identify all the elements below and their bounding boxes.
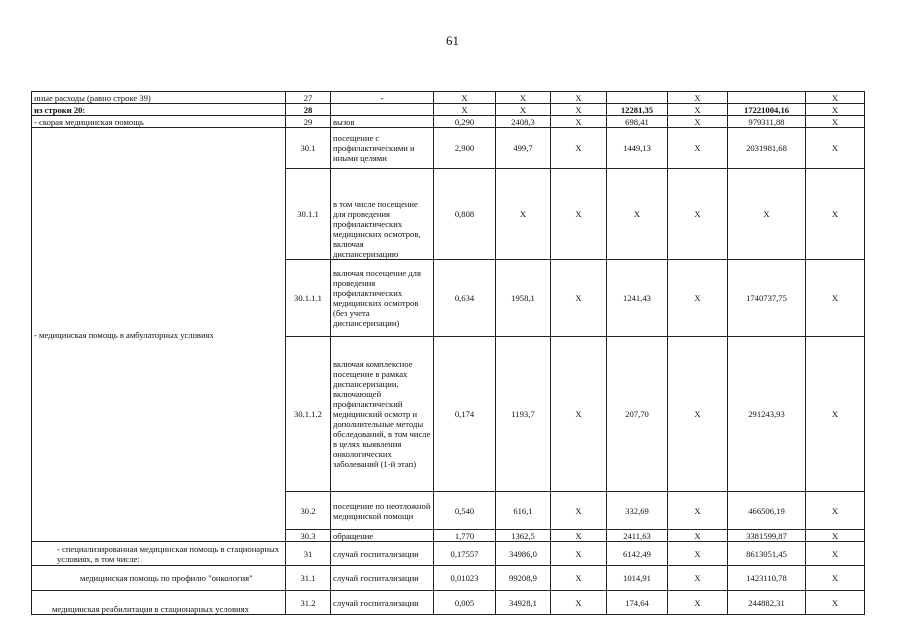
value-cell: 0,005	[434, 591, 496, 615]
value-cell: X	[551, 116, 607, 128]
value-cell: X	[668, 128, 728, 169]
unit-cell: посещение с профилактическими и иными целями	[331, 128, 434, 169]
value-cell: 1958,1	[496, 260, 551, 337]
value-cell: 1362,5	[496, 530, 551, 542]
value-cell: 0,174	[434, 337, 496, 492]
value-cell: 6142,49	[607, 542, 668, 566]
value-cell: 8613051,45	[728, 542, 806, 566]
table-row	[32, 566, 865, 591]
value-cell: X	[668, 566, 728, 591]
value-cell: X	[668, 169, 728, 260]
unit-cell: в том числе посещение для проведения профилактических медицинских осмотров, включая диспансеризацию	[331, 169, 434, 260]
value-cell: X	[434, 92, 496, 104]
row-number: 28	[286, 104, 331, 116]
value-cell: X	[668, 260, 728, 337]
value-cell: 207,70	[607, 337, 668, 492]
value-cell: 34928,1	[496, 591, 551, 615]
value-cell: 3381599,87	[728, 530, 806, 542]
value-cell: X	[668, 530, 728, 542]
value-cell: X	[551, 337, 607, 492]
value-cell: X	[806, 92, 865, 104]
value-cell: 0,540	[434, 492, 496, 530]
table-row	[32, 104, 865, 116]
value-cell: 34986,0	[496, 542, 551, 566]
value-cell: 0,290	[434, 116, 496, 128]
table-row	[32, 128, 865, 169]
unit-cell	[331, 104, 434, 116]
row-number: 27	[286, 92, 331, 104]
value-cell: X	[551, 542, 607, 566]
value-cell: 2411,63	[607, 530, 668, 542]
value-cell: X	[806, 591, 865, 615]
value-cell: 1740737,75	[728, 260, 806, 337]
unit-cell: включая комплексное посещение в рамках диспансеризации, включающей профилактический медицинский осмотр и дополнительные методы обследований, в том числе в целях выявления онкологических заболеваний (1-й этап)	[331, 337, 434, 492]
value-cell: X	[806, 169, 865, 260]
value-cell: X	[806, 116, 865, 128]
value-cell: 1,770	[434, 530, 496, 542]
value-cell: X	[551, 169, 607, 260]
value-cell: X	[668, 591, 728, 615]
value-cell: X	[496, 104, 551, 116]
value-cell: 0,17557	[434, 542, 496, 566]
value-cell: 466506,19	[728, 492, 806, 530]
value-cell: 174,64	[607, 591, 668, 615]
value-cell: X	[668, 492, 728, 530]
value-cell: 291243,93	[728, 337, 806, 492]
value-cell: X	[551, 260, 607, 337]
value-cell: X	[607, 169, 668, 260]
unit-cell: включая посещение для проведения профилактических медицинских осмотров (без учета диспансеризации)	[331, 260, 434, 337]
row-name: - медицинская помощь в амбулаторных условиях	[32, 128, 286, 542]
value-cell: X	[668, 542, 728, 566]
value-cell: 0,634	[434, 260, 496, 337]
value-cell: 244882,31	[728, 591, 806, 615]
value-cell: X	[668, 92, 728, 104]
row-name: медицинская реабилитация в стационарных условиях	[32, 591, 286, 615]
value-cell: X	[728, 169, 806, 260]
value-cell: X	[668, 337, 728, 492]
row-name: из строки 20:	[32, 104, 286, 116]
value-cell: X	[668, 116, 728, 128]
row-name: - скорая медицинская помощь	[32, 116, 286, 128]
value-cell: X	[551, 92, 607, 104]
row-name: иные расходы (равно строке 39)	[32, 92, 286, 104]
value-cell: X	[496, 169, 551, 260]
value-cell: X	[551, 530, 607, 542]
value-cell: X	[551, 128, 607, 169]
value-cell	[607, 92, 668, 104]
value-cell: X	[806, 492, 865, 530]
value-cell: 99208,9	[496, 566, 551, 591]
unit-cell: посещение по неотложной медицинской помощи	[331, 492, 434, 530]
row-number: 31.2	[286, 591, 331, 615]
row-number: 30.1.1	[286, 169, 331, 260]
unit-cell: -	[331, 92, 434, 104]
table-row	[32, 542, 865, 566]
value-cell: 17221004,16	[728, 104, 806, 116]
row-number: 30.2	[286, 492, 331, 530]
row-name: медицинская помощь по профилю "онкология"	[32, 566, 286, 591]
value-cell: 1241,43	[607, 260, 668, 337]
unit-cell: случай госпитализации	[331, 542, 434, 566]
value-cell: 0,808	[434, 169, 496, 260]
value-cell: X	[668, 104, 728, 116]
row-name: - специализированная медицинская помощь в стационарных условиях, в том числе:	[32, 542, 286, 566]
value-cell: 2408,3	[496, 116, 551, 128]
row-number: 31	[286, 542, 331, 566]
value-cell: 499,7	[496, 128, 551, 169]
value-cell: X	[551, 104, 607, 116]
value-cell: X	[806, 542, 865, 566]
unit-cell: вызов	[331, 116, 434, 128]
value-cell: X	[806, 530, 865, 542]
unit-cell: случай госпитализации	[331, 566, 434, 591]
unit-cell: обращение	[331, 530, 434, 542]
value-cell: X	[434, 104, 496, 116]
table-row	[32, 591, 865, 615]
value-cell: 979311,88	[728, 116, 806, 128]
value-cell: 2,900	[434, 128, 496, 169]
row-number: 30.1.1.2	[286, 337, 331, 492]
value-cell: X	[551, 492, 607, 530]
value-cell	[728, 92, 806, 104]
row-number: 31.1	[286, 566, 331, 591]
value-cell: X	[806, 128, 865, 169]
value-cell: 1014,91	[607, 566, 668, 591]
value-cell: 1193,7	[496, 337, 551, 492]
value-cell: X	[551, 591, 607, 615]
value-cell: 332,69	[607, 492, 668, 530]
value-cell: X	[551, 566, 607, 591]
page-number: 61	[446, 33, 459, 48]
value-cell: X	[806, 260, 865, 337]
row-number: 30.1	[286, 128, 331, 169]
value-cell: 0,01023	[434, 566, 496, 591]
value-cell: 2031981,68	[728, 128, 806, 169]
value-cell: 12281,35	[607, 104, 668, 116]
value-cell: X	[806, 566, 865, 591]
table-row	[32, 116, 865, 128]
value-cell: X	[496, 92, 551, 104]
row-number: 29	[286, 116, 331, 128]
value-cell: 1423110,78	[728, 566, 806, 591]
row-number: 30.3	[286, 530, 331, 542]
table-row	[32, 92, 865, 104]
tariff-table	[31, 91, 865, 615]
value-cell: 698,41	[607, 116, 668, 128]
unit-cell: случай госпитализации	[331, 591, 434, 615]
row-number: 30.1.1.1	[286, 260, 331, 337]
value-cell: 1449,13	[607, 128, 668, 169]
value-cell: 616,1	[496, 492, 551, 530]
value-cell: X	[806, 104, 865, 116]
value-cell: X	[806, 337, 865, 492]
